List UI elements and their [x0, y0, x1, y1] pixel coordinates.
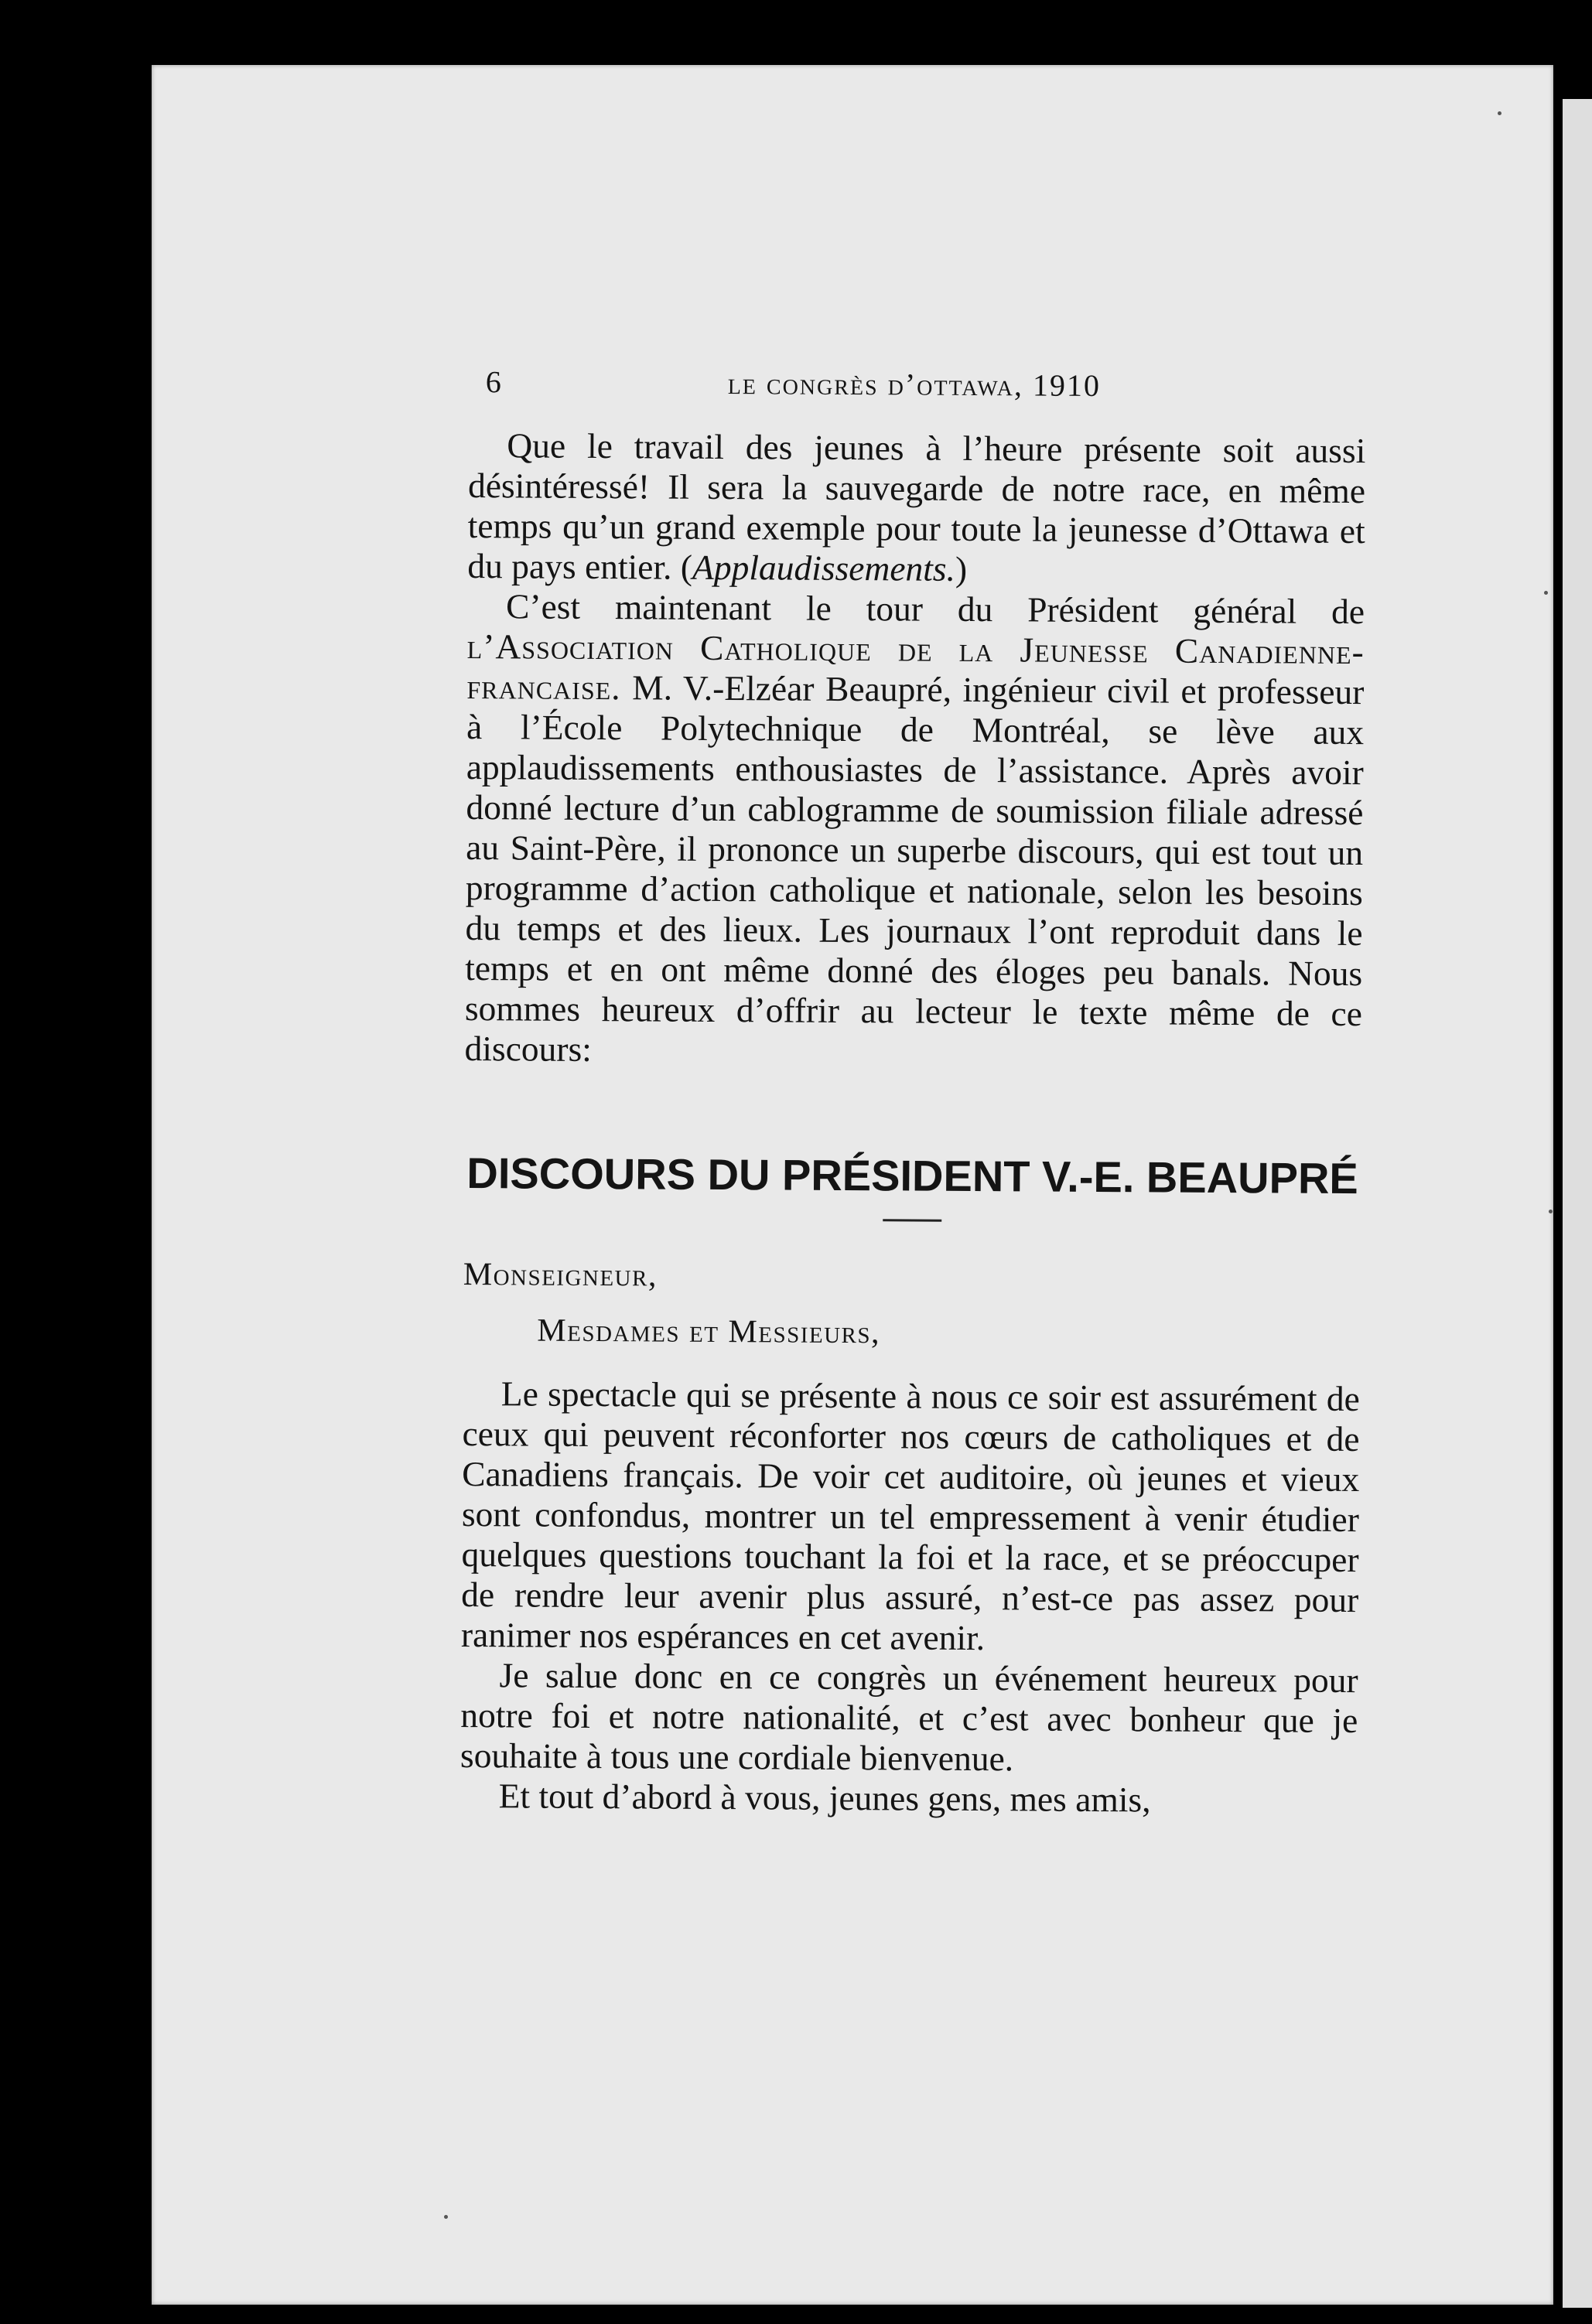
association-name: l’Association Catholique de la Jeunesse Canadienne-francaise. [466, 626, 1365, 708]
salutation-monseigneur: Monseigneur, [463, 1256, 658, 1294]
speech-paragraph-2: Je salue donc en ce congrès un événement heureux pour notre foi et notre nationalité, et c’est avec bonheur que je souhaite à tous une cordiale bienvenue. [459, 1655, 1358, 1779]
salutation-mesdames-messieurs: Mesdames et Messieurs, [537, 1312, 881, 1351]
speech-paragraph-1: Le spectacle qui se présente à nous ce soir est assurément de ceux qui peuvent réconforter nos cœurs de catholiques et de Canadiens français. De voir cet auditoire, où jeunes et vieux sont confondus, montrer un tel empressement à venir étudier quelques questions touchant la foi et la race, et se préoccuper de rendre leur avenir plus assuré, n’est-ce pas assez pour ranimer nos espérances en cet avenir. [460, 1374, 1361, 1658]
intro-text-2-rest: M. V.-Elzéar Beaupré, ingénieur civil et professeur à l’École Polytechnique de Montréal, se lève aux applaudissements enthousiastes de l’assistance. Après avoir donné lecture d’un cablogramme de soumission filiale adressé au Saint-Père, il prononce un superbe discours, qui est tout un programme d’action catholique et nationale, selon les besoins du temps et des lieux. Les journaux l’ont reproduit dans le temps et en ont même donné des éloges peu banals. Nous sommes heureux d’offrir au lecteur le texte même de ce discours: [464, 667, 1365, 1069]
speech-paragraph-3: Et tout d’abord à vous, jeunes gens, mes amis, [498, 1776, 1151, 1820]
title-rule [883, 1219, 941, 1221]
paper-speck [1549, 1210, 1553, 1213]
running-head [469, 363, 1366, 412]
paper-speck [444, 2215, 448, 2219]
applause-close: ) [955, 548, 968, 589]
adjacent-page-edge [1563, 99, 1592, 2308]
page-text [460, 363, 1366, 1821]
applause-note: Applaudissements. [692, 547, 956, 589]
intro-paragraph-1 [467, 425, 1365, 592]
page-number: 6 [485, 364, 501, 400]
paper-speck [1544, 591, 1548, 595]
intro-text-1: Que le travail des jeunes à l’heure présente soit aussi désintéressé! Il sera la sauvegarde de notre race, en même temps qu’un grand exemple pour toute la jeunesse d’Ottawa et du pays entier. ( [467, 425, 1366, 587]
running-head-title: le congrès d’ottawa, 1910 [727, 366, 1102, 403]
speech-title: DISCOURS DU PRÉSIDENT V.-E. BEAUPRÉ [466, 1148, 1358, 1203]
paper-speck [1498, 111, 1501, 115]
intro-text-2-start: C’est maintenant le tour du Président général de [505, 586, 1365, 632]
intro-paragraph-2 [464, 586, 1365, 1074]
